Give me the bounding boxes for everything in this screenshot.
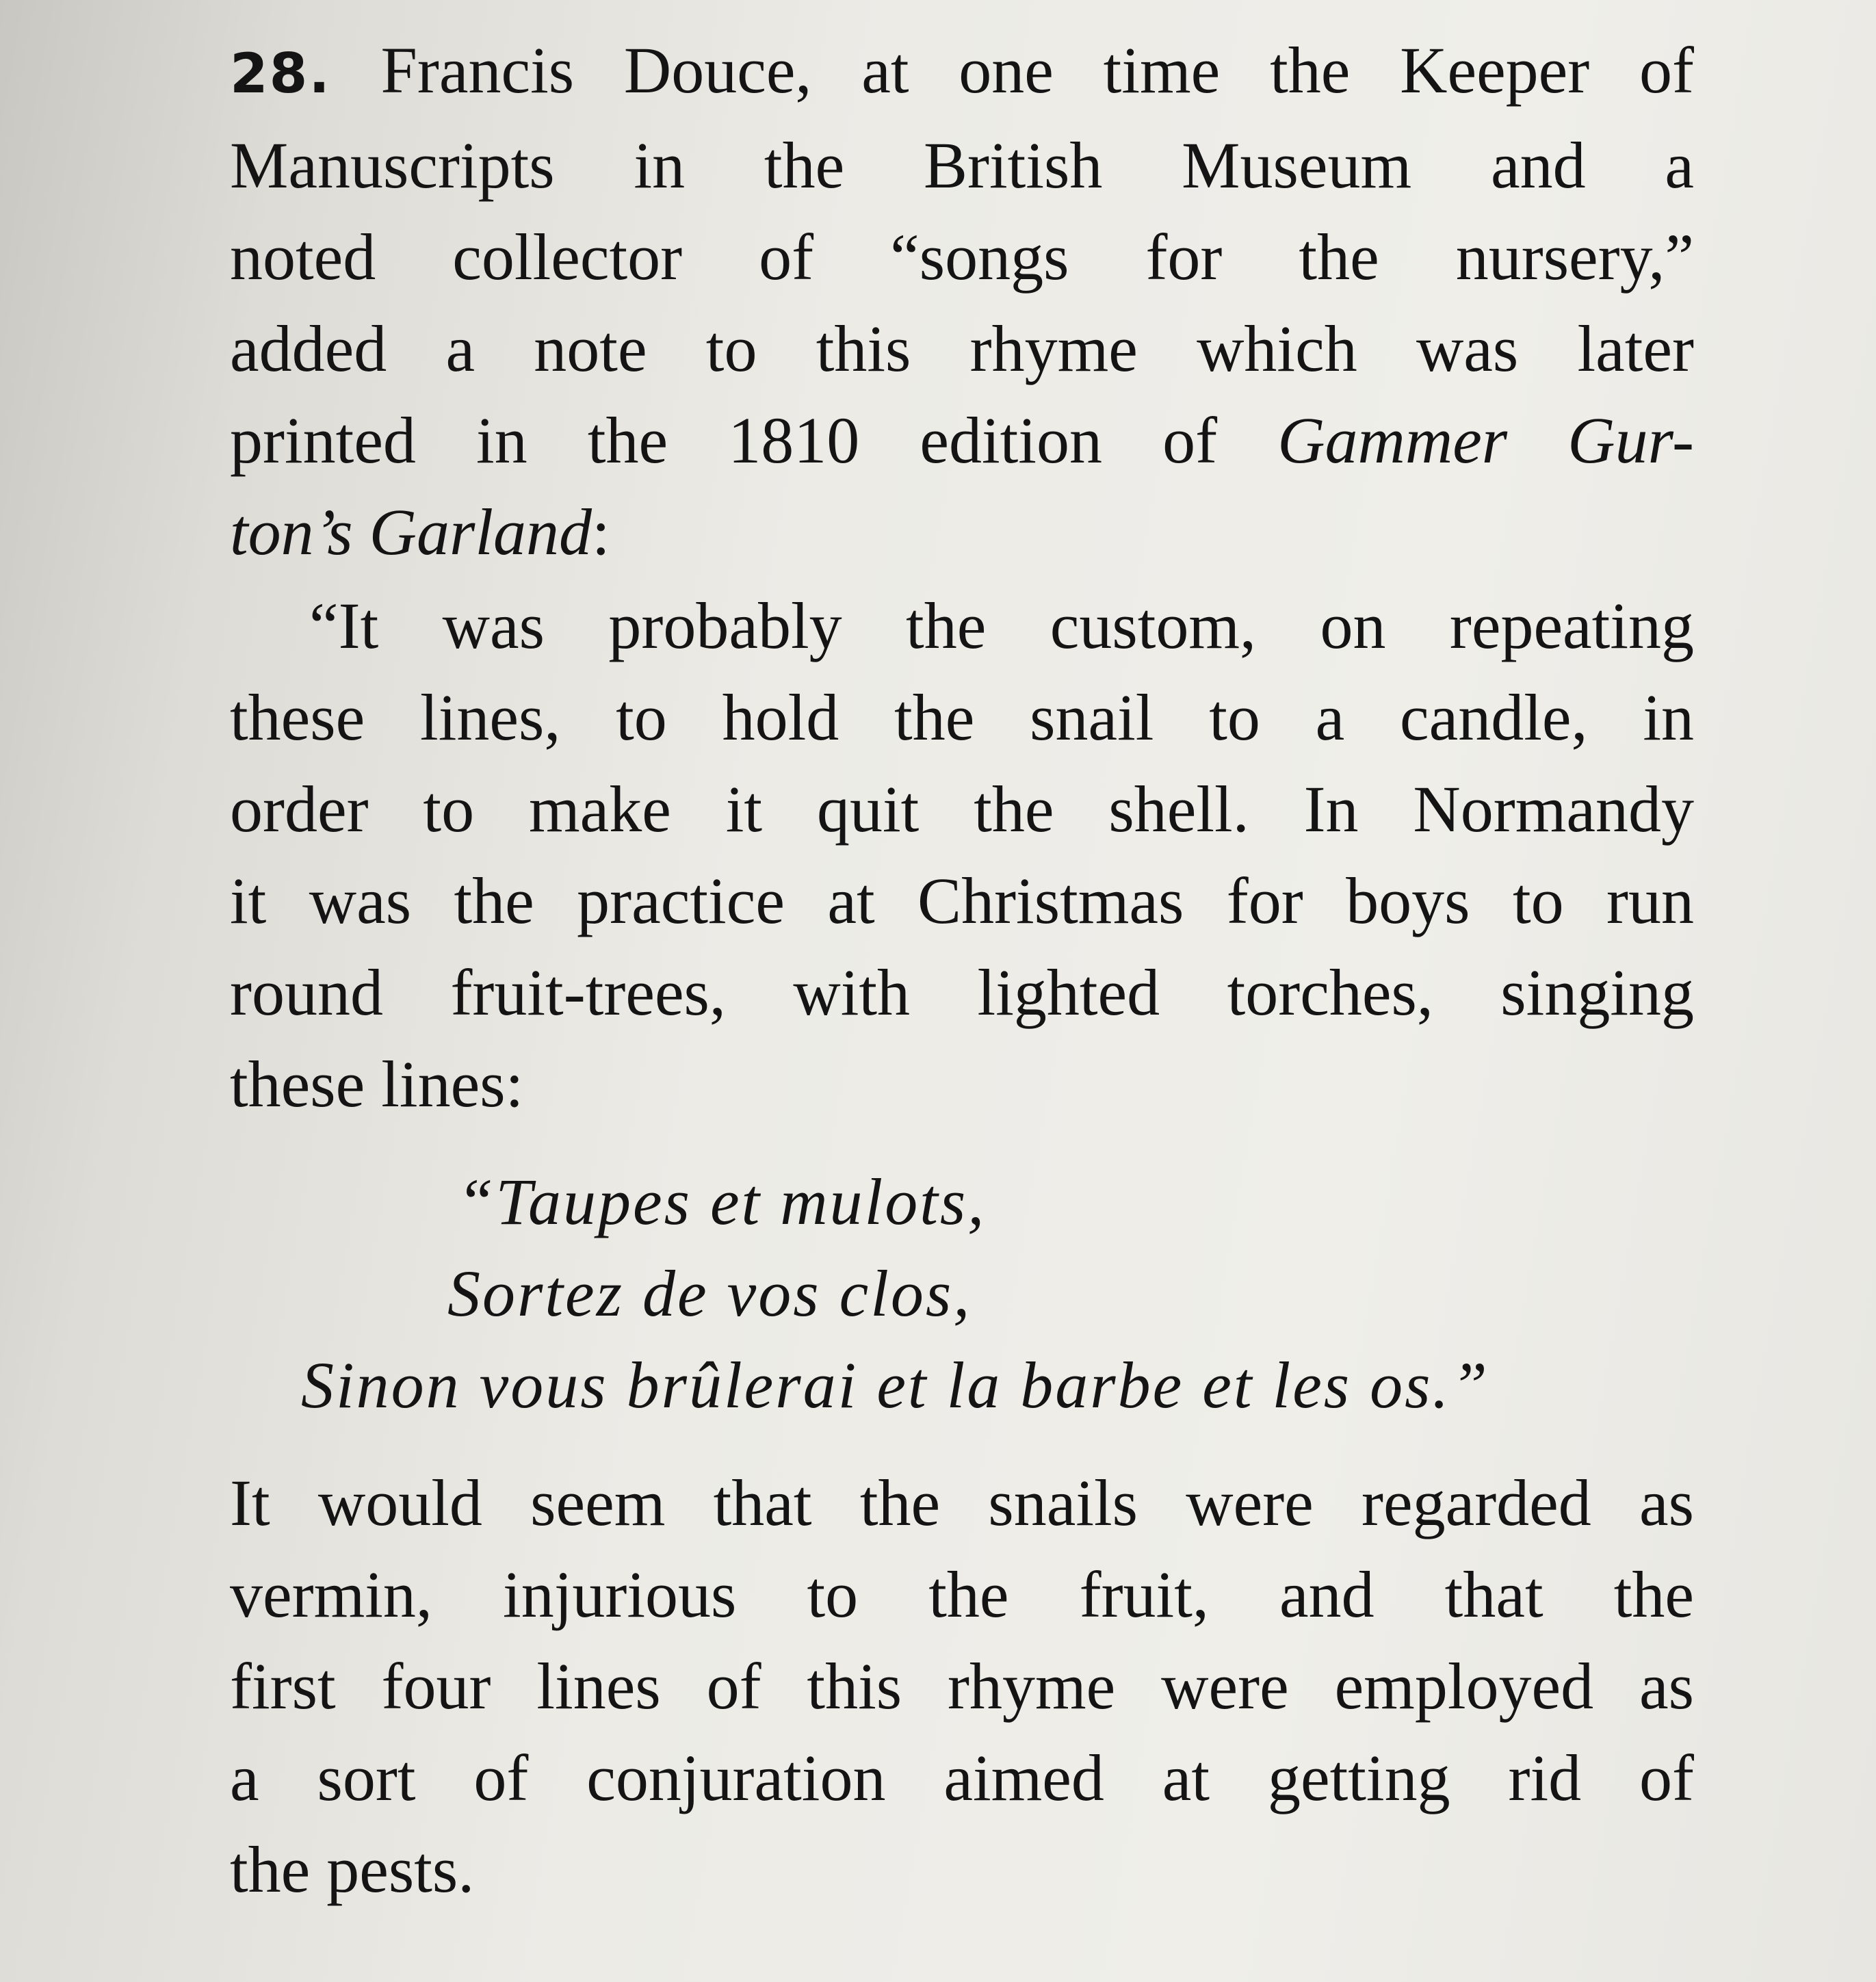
verse-line: Sinon vous brûlerai et la barbe et les os.”: [301, 1348, 1489, 1422]
text-line: It would seem that the snails were regarded as: [230, 1466, 1694, 1539]
text-line: a sort of conjuration aimed at getting rid of: [230, 1741, 1694, 1814]
text-line: these lines, to hold the snail to a candle, in: [230, 681, 1694, 754]
text-line: round fruit-trees, with lighted torches, singing: [230, 956, 1694, 1029]
text-line: ton’s Garland:: [230, 495, 610, 569]
text-line: first four lines of this rhyme were employed as: [230, 1650, 1694, 1723]
text-line: vermin, injurious to the fruit, and that the: [230, 1558, 1694, 1631]
entry-number: 28.: [230, 42, 331, 105]
book-title-italic: Gammer Gur-: [1277, 404, 1695, 477]
text-line: order to make it quit the shell. In Normandy: [230, 772, 1694, 846]
paragraph-conclusion: [230, 1457, 1694, 1916]
paragraph-quotation: [230, 580, 1694, 1130]
book-title-italic: ton’s Garland: [230, 495, 592, 569]
verse-line: Sortez de vos clos,: [447, 1257, 972, 1330]
text-line: Manuscripts in the British Museum and a: [230, 129, 1694, 202]
text-line: it was the practice at Christmas for boys to run: [230, 864, 1694, 937]
text-line: the pests.: [230, 1833, 475, 1906]
text-line: these lines:: [230, 1047, 524, 1121]
text-line: 28. Francis Douce, at one time the Keeper of: [230, 34, 1695, 107]
text-line: printed in the 1810 edition of Gammer Gur-: [230, 404, 1695, 477]
text-line: “It was probably the custom, on repeating: [309, 589, 1694, 662]
paragraph-douce-note: [230, 25, 1694, 578]
text-line: noted collector of “songs for the nursery,”: [230, 220, 1694, 294]
text-line: added a note to this rhyme which was later: [230, 312, 1694, 385]
verse-line: “Taupes et mulots,: [457, 1165, 987, 1238]
